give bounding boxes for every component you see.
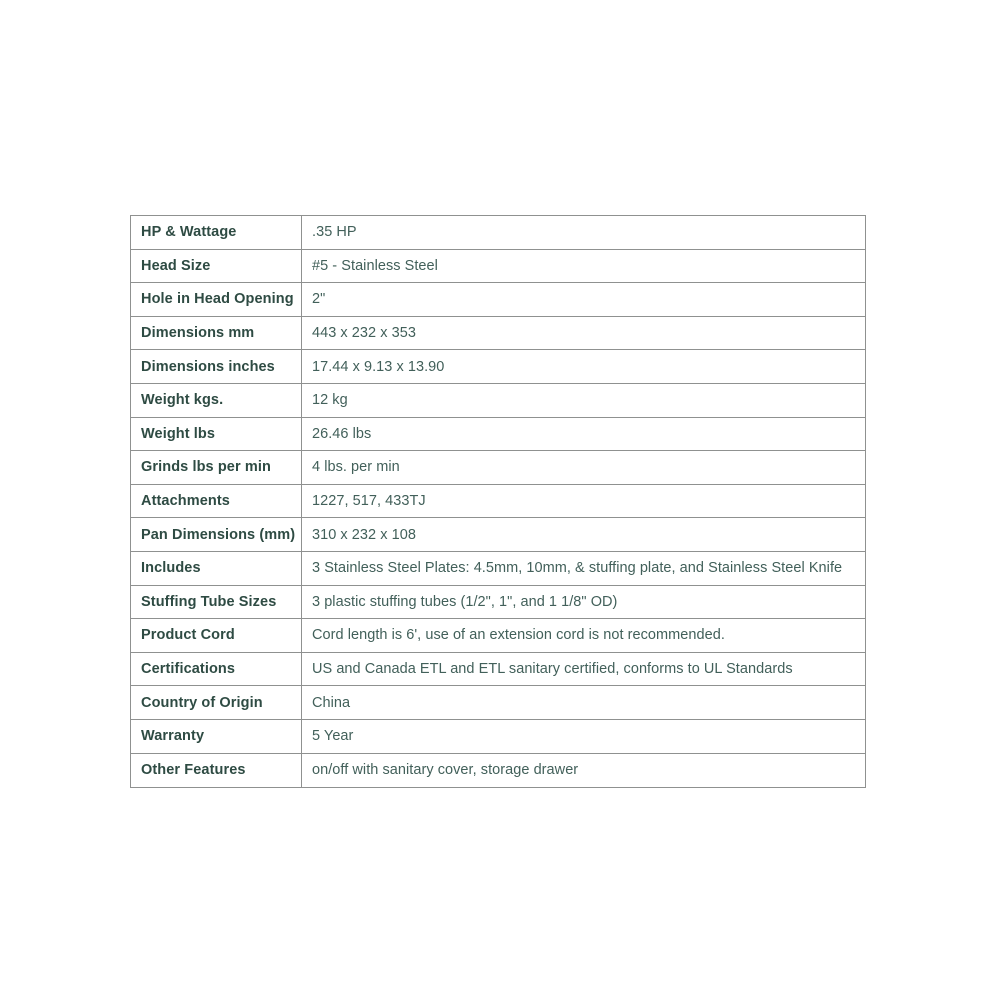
spec-label: Pan Dimensions (mm) (131, 518, 302, 551)
spec-value: 310 x 232 x 108 (312, 526, 416, 543)
spec-label: Weight lbs (131, 418, 302, 451)
spec-value: US and Canada ETL and ETL sanitary certified, conforms to UL Standards (312, 661, 793, 678)
spec-label: Hole in Head Opening (131, 283, 302, 316)
spec-value: Cord length is 6', use of an extension cord is not recommended. (312, 627, 725, 644)
spec-value: 5 Year (312, 728, 354, 745)
spec-label: Head Size (131, 250, 302, 283)
table-row (131, 451, 865, 485)
spec-value: on/off with sanitary cover, storage drawer (312, 762, 579, 779)
table-row (131, 586, 865, 620)
spec-label: Stuffing Tube Sizes (131, 586, 302, 619)
spec-label: Weight kgs. (131, 384, 302, 417)
spec-value: 2" (312, 291, 326, 308)
table-row (131, 418, 865, 452)
spec-label: Dimensions mm (131, 317, 302, 350)
spec-value: .35 HP (312, 224, 357, 241)
table-row (131, 283, 865, 317)
table-row (131, 686, 865, 720)
spec-label: Includes (131, 552, 302, 585)
spec-label: HP & Wattage (131, 216, 302, 249)
table-row (131, 619, 865, 653)
spec-value: 1227, 517, 433TJ (312, 493, 426, 510)
spec-value: 443 x 232 x 353 (312, 325, 416, 342)
spec-label: Other Features (131, 754, 302, 788)
spec-value: 12 kg (312, 392, 348, 409)
spec-value: China (312, 694, 351, 711)
product-spec-table (130, 215, 866, 788)
table-row (131, 552, 865, 586)
table-row (131, 250, 865, 284)
spec-value: 26.46 lbs (312, 425, 372, 442)
spec-value: 3 Stainless Steel Plates: 4.5mm, 10mm, & stuffing plate, and Stainless Steel Knife (312, 560, 843, 577)
table-row (131, 518, 865, 552)
spec-value: #5 - Stainless Steel (312, 257, 438, 274)
table-row (131, 317, 865, 351)
spec-label: Dimensions inches (131, 350, 302, 383)
spec-label: Attachments (131, 485, 302, 518)
table-row (131, 350, 865, 384)
spec-label: Product Cord (131, 619, 302, 652)
table-row (131, 216, 865, 250)
table-row (131, 653, 865, 687)
spec-label: Grinds lbs per min (131, 451, 302, 484)
table-row (131, 754, 865, 788)
spec-label: Warranty (131, 720, 302, 753)
spec-label: Certifications (131, 653, 302, 686)
spec-value: 4 lbs. per min (312, 459, 400, 476)
table-row (131, 485, 865, 519)
table-row (131, 384, 865, 418)
table-row (131, 720, 865, 754)
spec-value: 17.44 x 9.13 x 13.90 (312, 358, 445, 375)
spec-label: Country of Origin (131, 686, 302, 719)
spec-value: 3 plastic stuffing tubes (1/2", 1", and 1 1/8" OD) (312, 593, 618, 610)
